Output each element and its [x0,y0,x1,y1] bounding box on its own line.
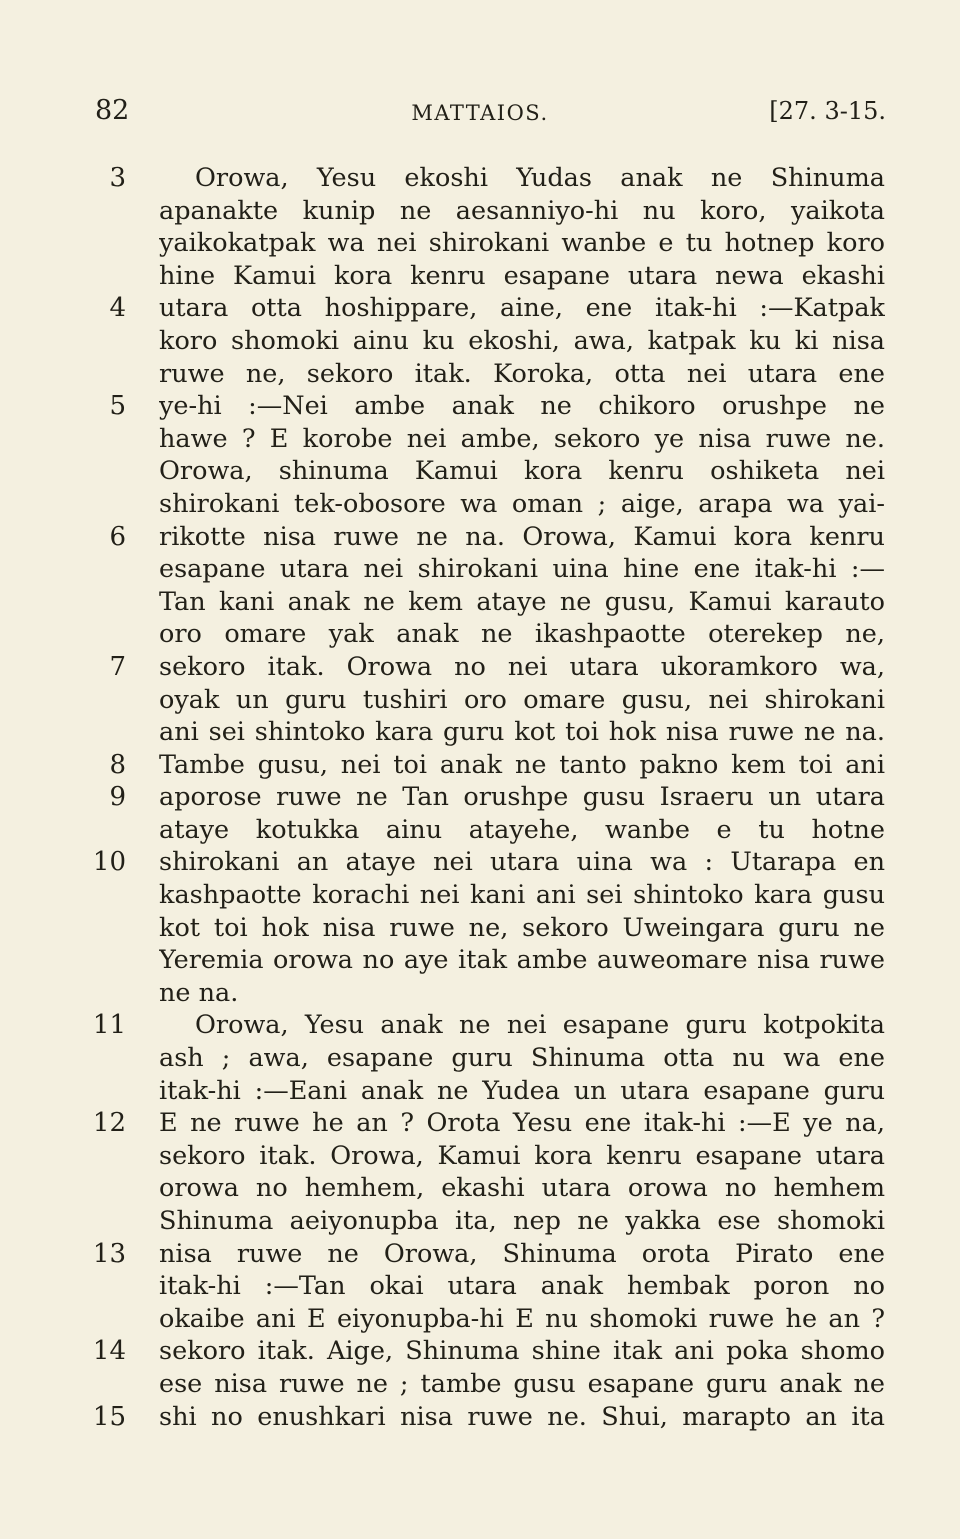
text-line [0,455,960,488]
verse-number: 13 [92,1238,126,1269]
line-text: sekoro itak. Aige, Shinuma shine itak ani poka shomo [159,1336,885,1367]
text-line [0,977,960,1010]
verse-number: 14 [92,1336,126,1367]
text-line [0,1238,960,1271]
text-line [0,423,960,456]
text-line [0,1368,960,1401]
text-line [0,1075,960,1108]
line-text: itak-hi :—Eani anak ne Yudea un utara esapane guru [159,1075,885,1106]
text-line [0,1042,960,1075]
page-header [0,95,960,135]
line-text: ruwe ne, sekoro itak. Koroka, otta nei utara ene [159,358,885,389]
text-line [0,749,960,782]
line-text: Orowa, shinuma Kamui kora kenru oshiketa nei [159,456,885,487]
verse-number: 5 [109,391,126,422]
text-line [0,260,960,293]
line-text: shirokani an ataye nei utara uina wa : Utarapa en [159,847,885,878]
running-title: MATTAIOS. [411,101,549,125]
line-text: shi no enushkari nisa ruwe ne. Shui, marapto an ita [159,1401,885,1432]
line-text: kashpaotte korachi nei kani ani sei shintoko kara gusu [159,880,885,911]
text-line [0,1270,960,1303]
line-text: yaikokatpak wa nei shirokani wanbe e tu hotnep koro [159,228,885,259]
line-text: Tan kani anak ne kem ataye ne gusu, Kamui karauto [159,586,885,617]
line-text: apanakte kunip ne aesanniyo-hi nu koro, yaikota [159,195,885,226]
verse-number: 15 [92,1401,126,1432]
verse-number: 9 [109,782,126,813]
line-text: Orowa, Yesu ekoshi Yudas anak ne Shinuma [195,163,885,193]
line-text: sekoro itak. Orowa, Kamui kora kenru esapane utara [159,1140,885,1171]
line-text: oro omare yak anak ne ikashpaotte oterekep ne, [159,619,885,650]
text-line [0,1205,960,1238]
line-text: sekoro itak. Orowa no nei utara ukoramkoro wa, [159,651,885,682]
line-text: rikotte nisa ruwe ne na. Orowa, Kamui kora kenru [159,521,885,552]
text-line [0,358,960,391]
text-line [0,1172,960,1205]
verse-number: 7 [109,651,126,682]
line-text: Orowa, Yesu anak ne nei esapane guru kotpokita [195,1010,885,1041]
page-number: 82 [95,95,130,126]
text-line [0,716,960,749]
text-line [0,651,960,684]
verse-number: 8 [109,749,126,780]
line-text: ani sei shintoko kara guru kot toi hok nisa ruwe ne na. [159,717,885,748]
text-line [0,292,960,325]
text-line [0,1107,960,1140]
line-text: shirokani tek-obosore wa oman ; aige, arapa wa yai- [159,488,885,519]
scripture-text [0,162,960,1433]
line-text: kot toi hok nisa ruwe ne, sekoro Uweingara guru ne [159,912,885,943]
text-line [0,1140,960,1173]
text-line [0,944,960,977]
line-text: esapane utara nei shirokani uina hine ene itak-hi :— [159,554,885,585]
line-text: koro shomoki ainu ku ekoshi, awa, katpak ku ki nisa [159,325,885,356]
verse-number: 6 [109,521,126,552]
text-line [0,586,960,619]
chapter-verse-reference: [27. 3-15. [769,97,886,125]
text-line [0,1009,960,1042]
text-line [0,325,960,358]
line-text: hawe ? E korobe nei ambe, sekoro ye nisa ruwe ne. [159,423,885,454]
line-text: ese nisa ruwe ne ; tambe gusu esapane guru anak ne [159,1368,885,1399]
text-line [0,1335,960,1368]
text-line [0,1401,960,1434]
line-text: Yeremia orowa no aye itak ambe auweomare nisa ruwe [159,945,885,976]
text-line [0,618,960,651]
line-text: ne na. [159,977,239,1008]
text-line [0,195,960,228]
line-text: hine Kamui kora kenru esapane utara newa ekashi [159,260,885,291]
text-line [0,781,960,814]
line-text: orowa no hemhem, ekashi utara orowa no hemhem [159,1173,885,1204]
text-line [0,814,960,847]
verse-number: 10 [92,847,126,878]
line-text: nisa ruwe ne Orowa, Shinuma orota Pirato ene [159,1238,885,1269]
line-text: E ne ruwe he an ? Orota Yesu ene itak-hi :—E ye na, [159,1108,885,1139]
verse-number: 3 [109,163,126,193]
verse-number: 4 [109,293,126,324]
line-text: aporose ruwe ne Tan orushpe gusu Israeru un utara [159,782,885,813]
verse-number: 12 [92,1108,126,1139]
text-line [0,684,960,717]
line-text: ataye kotukka ainu atayehe, wanbe e tu hotne [159,814,885,845]
line-text: okaibe ani E eiyonupba-hi E nu shomoki ruwe he an ? [159,1303,885,1334]
line-text: itak-hi :—Tan okai utara anak hembak poron no [159,1271,885,1302]
text-line [0,912,960,945]
line-text: utara otta hoshippare, aine, ene itak-hi :—Katpak [159,293,885,324]
text-line [0,488,960,521]
text-line [0,553,960,586]
text-line [0,390,960,423]
line-text: ash ; awa, esapane guru Shinuma otta nu wa ene [159,1043,885,1074]
text-line [0,162,960,195]
text-line [0,521,960,554]
line-text: Tambe gusu, nei toi anak ne tanto pakno kem toi ani [159,749,885,780]
verse-number: 11 [92,1010,126,1041]
text-line [0,879,960,912]
line-text: ye-hi :—Nei ambe anak ne chikoro orushpe ne [159,391,885,422]
line-text: Shinuma aeiyonupba ita, nep ne yakka ese shomoki [159,1206,885,1236]
text-line [0,1303,960,1336]
text-line [0,227,960,260]
line-text: oyak un guru tushiri oro omare gusu, nei shirokani [159,684,885,715]
text-line [0,846,960,879]
